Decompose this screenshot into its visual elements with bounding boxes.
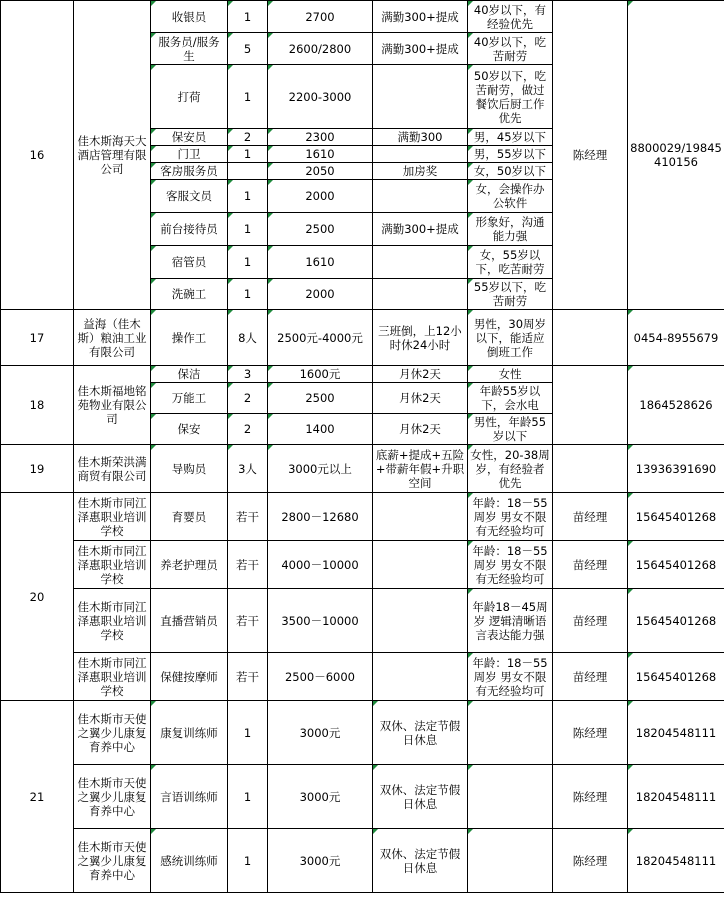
count-cell: 5 <box>228 33 268 65</box>
salary-cell: 2800－12680 <box>268 493 373 541</box>
table-row <box>1 701 724 765</box>
benefits-cell: 月休2天 <box>373 414 468 445</box>
company-name: 佳木斯福地铭苑物业有限公司 <box>74 366 151 445</box>
phone-cell: 18204548111 <box>628 765 724 829</box>
count-cell: 1 <box>228 65 268 129</box>
position-cell: 万能工 <box>151 383 228 414</box>
requirements-cell <box>468 829 553 893</box>
salary-cell: 2500－6000 <box>268 653 373 701</box>
salary-cell: 4000－10000 <box>268 541 373 589</box>
contact-cell <box>553 445 628 493</box>
position-cell: 宿管员 <box>151 246 228 279</box>
table-row <box>1 589 724 653</box>
table-row <box>1 1 724 33</box>
requirements-cell: 男，55岁以下 <box>468 146 553 163</box>
benefits-cell: 满勤300 <box>373 129 468 146</box>
benefits-cell <box>373 493 468 541</box>
salary-cell: 1610 <box>268 146 373 163</box>
company-name: 佳木斯市同江泽惠职业培训学校 <box>74 493 151 541</box>
count-cell: 1 <box>228 180 268 213</box>
table-row <box>1 310 724 366</box>
table-row <box>1 366 724 383</box>
benefits-cell: 月休2天 <box>373 383 468 414</box>
benefits-cell: 月休2天 <box>373 366 468 383</box>
benefits-cell <box>373 246 468 279</box>
phone-cell: 18204548111 <box>628 829 724 893</box>
company-name: 佳木斯海天大酒店管理有限公司 <box>74 1 151 310</box>
contact-cell: 陈经理 <box>553 1 628 310</box>
requirements-cell: 55岁以下，吃苦耐劳 <box>468 279 553 310</box>
salary-cell: 3000元以上 <box>268 445 373 493</box>
salary-cell: 1610 <box>268 246 373 279</box>
phone-cell: 15645401268 <box>628 541 724 589</box>
phone-cell: 18204548111 <box>628 701 724 765</box>
row-number: 20 <box>1 493 74 701</box>
position-cell: 导购员 <box>151 445 228 493</box>
contact-cell: 陈经理 <box>553 829 628 893</box>
table-row <box>1 653 724 701</box>
row-number: 21 <box>1 701 74 893</box>
count-cell: 3人 <box>228 445 268 493</box>
requirements-cell <box>468 701 553 765</box>
company-name: 佳木斯市天使之翼少儿康复育养中心 <box>74 701 151 765</box>
company-name: 佳木斯市同江泽惠职业培训学校 <box>74 653 151 701</box>
contact-cell: 陈经理 <box>553 701 628 765</box>
benefits-cell <box>373 65 468 129</box>
count-cell: 1 <box>228 1 268 33</box>
benefits-cell: 双休、法定节假日休息 <box>373 701 468 765</box>
contact-cell: 苗经理 <box>553 541 628 589</box>
contact-cell: 苗经理 <box>553 493 628 541</box>
requirements-cell: 男性，年龄55岁以下 <box>468 414 553 445</box>
position-cell: 直播营销员 <box>151 589 228 653</box>
position-cell: 保健按摩师 <box>151 653 228 701</box>
benefits-cell <box>373 589 468 653</box>
company-name: 佳木斯荣洪满商贸有限公司 <box>74 445 151 493</box>
salary-cell: 2000 <box>268 180 373 213</box>
count-cell: 若干 <box>228 541 268 589</box>
phone-cell: 13936391690 <box>628 445 724 493</box>
benefits-cell: 三班倒，上12小时休24小时 <box>373 310 468 366</box>
position-cell: 保洁 <box>151 366 228 383</box>
salary-cell: 3500－10000 <box>268 589 373 653</box>
contact-cell: 陈经理 <box>553 765 628 829</box>
requirements-cell: 男，45岁以下 <box>468 129 553 146</box>
position-cell: 感统训练师 <box>151 829 228 893</box>
company-name: 佳木斯市天使之翼少儿康复育养中心 <box>74 829 151 893</box>
position-cell: 保安 <box>151 414 228 445</box>
requirements-cell: 男性，30周岁以下，能适应倒班工作 <box>468 310 553 366</box>
requirements-cell: 女，50岁以下 <box>468 163 553 180</box>
table-row <box>1 829 724 893</box>
requirements-cell: 女，55岁以下，吃苦耐劳 <box>468 246 553 279</box>
salary-cell: 2000 <box>268 279 373 310</box>
company-name: 佳木斯市同江泽惠职业培训学校 <box>74 541 151 589</box>
benefits-cell <box>373 653 468 701</box>
requirements-cell: 女，会操作办公软件 <box>468 180 553 213</box>
salary-cell: 3000元 <box>268 765 373 829</box>
salary-cell: 3000元 <box>268 701 373 765</box>
position-cell: 言语训练师 <box>151 765 228 829</box>
count-cell: 8人 <box>228 310 268 366</box>
row-number: 19 <box>1 445 74 493</box>
count-cell: 1 <box>228 765 268 829</box>
salary-cell: 2300 <box>268 129 373 146</box>
benefits-cell: 双休、法定节假日休息 <box>373 829 468 893</box>
table-row <box>1 541 724 589</box>
position-cell: 服务员/服务生 <box>151 33 228 65</box>
contact-cell: 苗经理 <box>553 653 628 701</box>
requirements-cell <box>468 765 553 829</box>
benefits-cell: 满勤300+提成 <box>373 1 468 33</box>
contact-cell <box>553 366 628 445</box>
position-cell: 客服文员 <box>151 180 228 213</box>
salary-cell: 2600/2800 <box>268 33 373 65</box>
count-cell: 3 <box>228 366 268 383</box>
count-cell: 若干 <box>228 589 268 653</box>
company-name: 佳木斯市同江泽惠职业培训学校 <box>74 589 151 653</box>
salary-cell: 2500 <box>268 383 373 414</box>
count-cell: 1 <box>228 146 268 163</box>
requirements-cell: 年龄：18－55周岁 男女不限有无经验均可 <box>468 541 553 589</box>
requirements-cell: 年龄：18－55周岁 男女不限有无经验均可 <box>468 493 553 541</box>
benefits-cell <box>373 146 468 163</box>
count-cell: 若干 <box>228 493 268 541</box>
phone-cell: 18645286​26 <box>628 366 724 445</box>
row-number: 16 <box>1 1 74 310</box>
count-cell: 1 <box>228 829 268 893</box>
row-number: 18 <box>1 366 74 445</box>
requirements-cell: 年龄：18－55周岁 男女不限有无经验均可 <box>468 653 553 701</box>
table-row <box>1 765 724 829</box>
benefits-cell: 底薪+提成+五险+带薪年假+升职空间 <box>373 445 468 493</box>
requirements-cell: 50岁以下，吃苦耐劳，做过餐饮后厨工作优先 <box>468 65 553 129</box>
benefits-cell <box>373 279 468 310</box>
position-cell: 前台接待员 <box>151 213 228 246</box>
salary-cell: 2700 <box>268 1 373 33</box>
requirements-cell: 女性，20-38周岁，有经验者优先 <box>468 445 553 493</box>
phone-cell: 0454-8955679 <box>628 310 724 366</box>
position-cell: 客房服务员 <box>151 163 228 180</box>
phone-cell: 8800029/19845410156 <box>628 1 724 310</box>
salary-cell: 2050 <box>268 163 373 180</box>
count-cell <box>228 163 268 180</box>
company-name: 益海（佳木斯）粮油工业有限公司 <box>74 310 151 366</box>
count-cell: 2 <box>228 414 268 445</box>
benefits-cell <box>373 180 468 213</box>
position-cell: 育婴员 <box>151 493 228 541</box>
requirements-cell: 形象好，沟通能力强 <box>468 213 553 246</box>
salary-cell: 1600元 <box>268 366 373 383</box>
requirements-cell: 年龄18－45周岁 逻辑清晰语言表达能力强 <box>468 589 553 653</box>
salary-cell: 2500元-4000元 <box>268 310 373 366</box>
contact-cell <box>553 310 628 366</box>
table-row <box>1 493 724 541</box>
salary-cell: 2500 <box>268 213 373 246</box>
phone-cell: 15645401268 <box>628 653 724 701</box>
contact-cell: 苗经理 <box>553 589 628 653</box>
row-number: 17 <box>1 310 74 366</box>
position-cell: 操作工 <box>151 310 228 366</box>
count-cell: 1 <box>228 279 268 310</box>
benefits-cell: 双休、法定节假日休息 <box>373 765 468 829</box>
salary-cell: 1400 <box>268 414 373 445</box>
salary-cell: 2200-3000 <box>268 65 373 129</box>
requirements-cell: 年龄55岁以下，会水电 <box>468 383 553 414</box>
phone-cell: 15645401268 <box>628 589 724 653</box>
count-cell: 2 <box>228 129 268 146</box>
position-cell: 保安员 <box>151 129 228 146</box>
salary-cell: 3000元 <box>268 829 373 893</box>
company-name: 佳木斯市天使之翼少儿康复育养中心 <box>74 765 151 829</box>
benefits-cell <box>373 541 468 589</box>
benefits-cell: 满勤300+提成 <box>373 213 468 246</box>
table-row <box>1 445 724 493</box>
count-cell: 2 <box>228 383 268 414</box>
count-cell: 1 <box>228 246 268 279</box>
benefits-cell: 加房奖 <box>373 163 468 180</box>
count-cell: 1 <box>228 213 268 246</box>
requirements-cell: 女性 <box>468 366 553 383</box>
benefits-cell: 满勤300+提成 <box>373 33 468 65</box>
position-cell: 康复训练师 <box>151 701 228 765</box>
position-cell: 收银员 <box>151 1 228 33</box>
position-cell: 打荷 <box>151 65 228 129</box>
phone-cell: 15645401268 <box>628 493 724 541</box>
position-cell: 洗碗工 <box>151 279 228 310</box>
position-cell: 养老护理员 <box>151 541 228 589</box>
requirements-cell: 40岁以下，有经验优先 <box>468 1 553 33</box>
requirements-cell: 40岁以下，吃苦耐劳 <box>468 33 553 65</box>
position-cell: 门卫 <box>151 146 228 163</box>
count-cell: 1 <box>228 701 268 765</box>
count-cell: 若干 <box>228 653 268 701</box>
